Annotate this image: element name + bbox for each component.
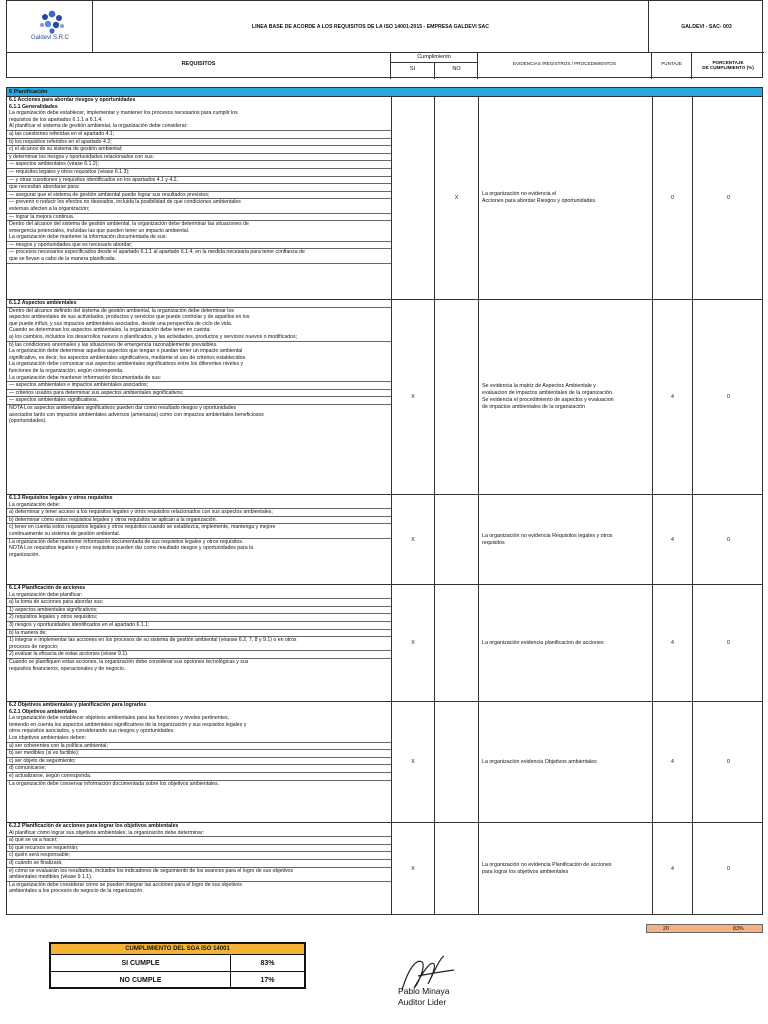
requirement-line: aspectos ambientales de sus actividades, productos y servicios que puede controlar y de aquellos en los <box>9 314 250 321</box>
requirement-line: — requisitos legales y otros requisitos (véase 6.1.3); <box>7 169 391 177</box>
requirement-line: ambientales medibles (véase 9.1.1). <box>7 874 391 882</box>
requirement-line: significativo, es decir, los aspectos ambientales significativos, mediante el uso de criterios establecidos. <box>9 354 247 361</box>
requirement-line: c) el alcance de su sistema de gestión ambiental; <box>7 146 391 154</box>
cell-pct: 0 <box>692 495 764 584</box>
requirement-line: a) los cambios, incluidos los desarrollos nuevos o planificados, y las actividades, productos y servicios nuevos o modificados; <box>7 334 391 342</box>
cell-si: X <box>391 823 434 914</box>
cell-evidence <box>478 585 652 701</box>
col-cumplimiento <box>391 53 478 79</box>
summary-row-si <box>51 955 304 972</box>
cell-evidence <box>478 823 652 914</box>
cell-pct: 0 <box>692 823 764 914</box>
requirement-line: — procesos necesarios especificados desde el apartado 6.1.1 al apartado 6.1.4, en la medida necesaria para tener confianza de <box>9 249 305 256</box>
evidence-line: requisitos <box>482 539 505 546</box>
cell-no: X <box>434 97 478 299</box>
requirement-line: La organización debe mantener información documentada de sus requisitos legales y otros requisitos. <box>9 538 244 545</box>
cell-si <box>391 97 434 299</box>
requirement-line: y determinar los riesgos y oportunidades relacionados con sus: <box>7 154 391 162</box>
signer-name: Pablo Minaya <box>398 986 450 996</box>
requirement-line: externas afecten a la organización; <box>7 206 391 214</box>
requirement-line: — riesgos y oportunidades que es necesario abordar; <box>7 242 391 250</box>
requirement-line: organización. <box>9 551 40 558</box>
summary-row-no <box>51 972 304 989</box>
evidence-line: Acciones para abordar Riesgos y oportunidades. <box>482 198 597 204</box>
col-puntaje: PUNTAJE <box>652 53 692 79</box>
requirement-line: Dentro del alcance definido del sistema de gestión ambiental, la organización debe determinar los <box>9 307 234 314</box>
requirement-line: 6.2.1 Objetivos ambientales <box>9 708 78 715</box>
requirement-line: — aspectos ambientales (véase 6.1.2); <box>7 161 391 169</box>
evidence-line: La organización evidencia planificacion de acciones <box>482 639 604 646</box>
requirement-line: a) determinar y tener acceso a los requisitos legales y otros requisitos relacionados con sus aspectos ambientales; <box>7 509 391 517</box>
col-no: NO <box>452 66 461 72</box>
requirement-line: 2) requisitos legales y otros requisitos; <box>7 614 391 622</box>
signature-block <box>398 986 450 1008</box>
requirement-line: La organización debe considerar cómo se pueden integrar las acciones para el logro de sus objetivos <box>9 881 243 888</box>
cell-no <box>434 585 478 701</box>
evidence-line: La organización no evidencia Requisitos legales y otros <box>482 532 613 539</box>
cell-pct: 0 <box>692 97 764 299</box>
requirement-line: — aspectos ambientales significativos. <box>7 397 391 405</box>
evidence-line: Se evidencia el procedimiento de aspectos y evaluacion <box>482 397 614 403</box>
cell-no <box>434 300 478 494</box>
requirement-line: a) la toma de acciones para abordar sus: <box>7 599 391 607</box>
cell-si: X <box>391 300 434 494</box>
col-requisitos: REQUISITOS <box>7 53 391 79</box>
evidence-line: Se evidencia la matriz de Aspectos Ambientale y <box>482 383 596 389</box>
requirement-line: La organización debe mantener la información documentada de sus: <box>7 234 391 242</box>
col-porcentaje <box>692 53 764 79</box>
requirement-block <box>6 585 763 702</box>
evidence-line: La organización evidencia Objetivos ambientales <box>482 758 597 765</box>
requirement-line: b) qué recursos se requerirán; <box>7 845 391 853</box>
cell-evidence <box>478 300 652 494</box>
requirement-line: — aspectos ambientales e impactos ambientales asociados; <box>7 382 391 390</box>
company-name: Galdevi S.R.C <box>30 35 69 41</box>
requirement-line: d) comunicarse; <box>7 765 391 773</box>
requirement-line: procesos de negocio; <box>7 644 391 652</box>
compliance-summary <box>49 942 306 989</box>
requirement-line: Los objetivos ambientales deben: <box>7 735 391 743</box>
requirement-line: a) ser coherentes con la política ambiental; <box>7 743 391 751</box>
requirement-block <box>6 300 763 495</box>
document-header <box>6 0 763 78</box>
cell-no <box>434 702 478 822</box>
requirement-block <box>6 823 763 915</box>
requirement-text <box>7 495 391 584</box>
cell-no <box>434 495 478 584</box>
requirement-line: que se llevan a cabo de la manera planificada. <box>7 256 391 264</box>
col-porcentaje-l1: PORCENTAJE <box>712 60 744 65</box>
cell-si: X <box>391 585 434 701</box>
cell-score: 4 <box>652 823 692 914</box>
cell-score: 0 <box>652 97 692 299</box>
requirement-line: La organización debe establecer objetivos ambientales para las funciones y niveles pertinentes, <box>9 715 230 722</box>
document-title: LINEA BASE DE ACORDE A LOS REQUISITOS DE LA ISO 14001-2015 - EMPRESA GALDEVI SAC <box>93 1 649 53</box>
requirement-line: La organización debe comunicar sus aspectos ambientales significativos entre los diferentes niveles y <box>9 361 244 368</box>
requirement-text <box>7 97 391 299</box>
col-evidencias: EVIDENCIAS /REGISTROS / PROCEDIMIENTOS <box>478 53 652 79</box>
requirement-line: 6.1.3 Requisitos legales y otros requisitos <box>9 495 113 501</box>
evidence-line: para lograr los objetivos ambientales <box>482 868 569 875</box>
col-cumplimiento-label: Cumplimiento <box>417 54 451 60</box>
cell-evidence <box>478 97 652 299</box>
cell-score: 4 <box>652 495 692 584</box>
requirement-line: c) tener en cuenta estos requisitos legales y otros requisitos cuando se establezca, implemente, mantenga y mejore <box>9 524 276 531</box>
requirement-line: 6.1.4 Planificación de acciones <box>9 585 86 591</box>
requirement-line: Cuando se planifiquen estas acciones, la organización debe considerar sus opciones tecnológicas y sus <box>9 658 249 665</box>
requirement-line: (oportunidades). <box>9 418 47 425</box>
cell-pct: 0 <box>692 585 764 701</box>
requirement-line: NOTA Los requisitos legales y otros requisitos pueden dar como resultado riesgos y oportunidades para la <box>9 545 254 552</box>
requirement-line: La organización debe determinar aquellos aspectos que tengan o puedan tener un impacto ambiental <box>9 348 243 355</box>
requirement-line: b) determinar cómo estos requisitos legales y otros requisitos se aplican a la organización. <box>7 517 391 525</box>
requirement-line: continuamente su sistema de gestión ambiental. <box>7 531 391 539</box>
summary-label: NO CUMPLE <box>51 972 231 989</box>
col-si: SI <box>409 66 416 72</box>
summary-value: 83% <box>260 960 275 967</box>
requirement-line: c) quién será responsable; <box>7 852 391 860</box>
cell-score: 4 <box>652 300 692 494</box>
requirement-line: La organización debe planificar: <box>7 592 391 600</box>
requirement-line: requisitos financieros, operacionales y de negocio. <box>9 665 126 672</box>
requirement-text <box>7 823 391 914</box>
requirement-line: ambientales a los procesos de negocio de la organización. <box>9 888 144 895</box>
requirement-line: b) ser medibles (si es factible); <box>7 750 391 758</box>
col-porcentaje-l2: DE CUMPLIMIENTO (%) <box>702 65 754 70</box>
logo-icon <box>37 9 67 35</box>
summary-value: 17% <box>260 977 275 984</box>
requirement-line: La organización debe mantener información documentada de sus: <box>7 375 391 383</box>
requirement-line: funciones de la organización, según corresponda. <box>9 367 124 374</box>
requirement-line: c) ser objeto de seguimiento; <box>7 758 391 766</box>
total-score: 20 <box>663 926 669 932</box>
requirement-text <box>7 300 391 494</box>
requirement-line: a) las cuestiones referidas en el apartado 4.1; <box>7 131 391 139</box>
requirement-line: b) la manera de: <box>7 630 391 638</box>
cell-score: 4 <box>652 702 692 822</box>
requirement-line: Al planificar cómo lograr sus objetivos ambientales, la organización debe determinar: <box>7 830 391 838</box>
requirement-line: Al planificar el sistema de gestión ambiental, la organización debe considerar: <box>7 123 391 131</box>
requirement-block <box>6 702 763 823</box>
section-header: 6 Planificación <box>6 87 763 97</box>
requirement-line: 3) riesgos y oportunidades identificados en el apartado 6.1.1; <box>7 622 391 630</box>
requirement-line: — y otras cuestiones y requisitos identificados en los apartados 4.1 y 4.2, <box>7 177 391 185</box>
requirement-line: 1) integrar e implementar las acciones en los procesos de su sistema de gestión ambiental (véanse 6.2, 7, 8 y 9.1) o en otros <box>9 637 297 644</box>
cell-pct: 0 <box>692 300 764 494</box>
requirement-line: emergencia potenciales, incluidas las que pueden tener un impacto ambiental. <box>9 227 190 234</box>
cell-no <box>434 823 478 914</box>
summary-title: CUMPLIMIENTO DEL SGA ISO 14001 <box>51 944 304 955</box>
requirement-line: que necesitan abordarse para: <box>7 184 391 192</box>
requirement-line: asociados tanto con impactos ambientales adversos (amenazas) como con impactos ambientales beneficiosos <box>9 411 264 418</box>
signer-role: Auditor Lider <box>398 997 447 1007</box>
requirement-line: d) cuándo se finalizará; <box>7 860 391 868</box>
requirement-line: 6.1.1 Generalidades <box>9 103 58 110</box>
cell-pct: 0 <box>692 702 764 822</box>
totals-bar <box>646 924 763 933</box>
cell-si: X <box>391 495 434 584</box>
requirement-text <box>7 585 391 701</box>
cell-evidence <box>478 495 652 584</box>
requirement-line: 6.2 Objetivos ambientales y planificación para lograrlos <box>9 702 147 708</box>
cell-score: 4 <box>652 585 692 701</box>
company-logo <box>7 1 93 53</box>
total-pct: 83% <box>733 926 744 932</box>
requirement-line: requisitos de los apartados 6.1.1 a 6.1.4. <box>9 116 103 123</box>
requirement-line: 6.2.2 Planificación de acciones para lograr los objetivos ambientales <box>9 823 179 829</box>
evidence-line: La organización no evidencia Planificación de acciones <box>482 861 612 868</box>
requirement-line: a) qué se va a hacer; <box>7 837 391 845</box>
requirement-line: Dentro del alcance del sistema de gestión ambiental, la organización debe determinar las situaciones de <box>9 221 249 228</box>
requirement-text <box>7 702 391 822</box>
evidence-line: evaluacion de impactos ambientales de la organización. <box>482 390 614 396</box>
cell-evidence <box>478 702 652 822</box>
requirement-line: La organización debe establecer, implementar y mantener los procesos necesarios para cumplir los <box>9 110 238 117</box>
requirement-line: — criterios usados para determinar sus aspectos ambientales significativos; <box>7 390 391 398</box>
evidence-line: de impactos ambientales de la organización <box>482 404 586 410</box>
requirement-line: e) actualizarse, según corresponda. <box>7 773 391 781</box>
requirement-block <box>6 495 763 585</box>
document-code: GALDEVI - SAC- 003 <box>649 1 764 53</box>
requirement-line: 2) evaluar la eficacia de estas acciones (véase 9.1). <box>7 651 391 659</box>
requirement-line: NOTA Los aspectos ambientales significativos pueden dar como resultado riesgos y oportunidades <box>9 404 237 411</box>
requirement-line: e) cómo se evaluarán los resultados, incluidos los indicadores de seguimiento de los avances para el logro de sus objetivos <box>9 867 294 874</box>
requirement-line: La organización debe conservar información documentada sobre los objetivos ambientales. <box>9 780 220 787</box>
requirement-line: otros requisitos asociados, y considerando sus riesgos y oportunidades. <box>9 728 175 735</box>
requirement-line: b) las condiciones anormales y las situaciones de emergencia razonablemente previsibles. <box>9 341 218 348</box>
requirement-line: 1) aspectos ambientales significativos; <box>7 607 391 615</box>
evidence-line: La organización no evidencia el <box>482 191 557 197</box>
requirement-line: — asegurar que el sistema de gestión ambiental puede lograr sus resultados previstos; <box>7 192 391 200</box>
requirement-line: Cuando se determinan los aspectos ambientales, la organización debe tener en cuenta: <box>9 327 211 334</box>
summary-label: SI CUMPLE <box>51 955 231 971</box>
requirement-line: que puede influir, y sus impactos ambientales asociados, desde una perspectiva de ciclo de vida. <box>9 320 233 327</box>
requirement-line: La organización debe: <box>7 502 391 510</box>
requirement-line: — prevenir o reducir los efectos no deseados, incluida la posibilidad de que condiciones ambientales <box>9 199 241 206</box>
requirement-line: teniendo en cuenta los aspectos ambientales significativos de la organización y sus requisitos legales y <box>9 721 247 728</box>
requirement-line: — lograr la mejora continua. <box>7 214 391 222</box>
requirement-line: 6.1 Acciones para abordar riesgos y oportunidades <box>9 97 136 103</box>
requirement-line: b) los requisitos referidos en el apartado 4.2; <box>7 139 391 147</box>
requirement-line: 6.1.2 Aspectos ambientales <box>7 300 391 308</box>
cell-si: X <box>391 702 434 822</box>
requirement-block <box>6 97 763 300</box>
